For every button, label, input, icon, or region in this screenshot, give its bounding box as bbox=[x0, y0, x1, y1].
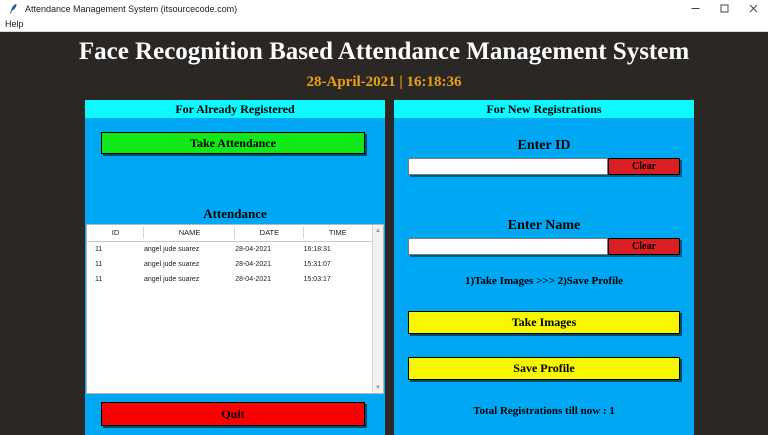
cell-time: 16:18:31 bbox=[303, 246, 331, 253]
cell-name: angel jude suarez bbox=[144, 261, 200, 268]
menu-item-help[interactable]: Help bbox=[5, 19, 24, 29]
maximize-icon[interactable] bbox=[710, 0, 739, 17]
app-body bbox=[0, 32, 768, 435]
enter-name-input[interactable] bbox=[408, 238, 608, 255]
enter-name-label: Enter Name bbox=[507, 218, 581, 233]
scroll-down-arrow-icon[interactable]: ▼ bbox=[375, 384, 381, 391]
window-controls bbox=[681, 0, 768, 17]
cell-date: 28-04-2021 bbox=[235, 276, 271, 283]
cell-name: angel jude suarez bbox=[144, 246, 200, 253]
table-header-date: DATE bbox=[235, 225, 303, 242]
enter-name-row bbox=[408, 238, 680, 255]
table-row[interactable] bbox=[87, 257, 372, 272]
table-header-id: ID bbox=[87, 225, 144, 242]
cell-id: 11 bbox=[95, 246, 103, 253]
attendance-table bbox=[87, 225, 372, 287]
scrollbar-thumb[interactable] bbox=[374, 236, 383, 382]
datetime-label: 28-April-2021 | 16:18:36 bbox=[306, 74, 462, 90]
already-registered-heading: For Already Registered bbox=[85, 100, 385, 118]
clear-id-button[interactable]: Clear bbox=[608, 158, 680, 175]
feather-pen-icon bbox=[5, 2, 21, 15]
new-registrations-panel bbox=[394, 100, 694, 435]
enter-id-input[interactable] bbox=[408, 158, 608, 175]
take-images-button[interactable]: Take Images bbox=[408, 311, 680, 334]
table-header-time: TIME bbox=[304, 225, 372, 242]
cell-date: 28-04-2021 bbox=[235, 246, 271, 253]
table-header-name: NAME bbox=[144, 225, 235, 242]
cell-id: 11 bbox=[95, 276, 103, 283]
clear-name-button[interactable]: Clear bbox=[608, 238, 680, 255]
new-registrations-heading: For New Registrations bbox=[394, 100, 694, 118]
enter-id-label: Enter ID bbox=[517, 138, 571, 153]
table-row[interactable] bbox=[87, 272, 372, 287]
attendance-table-scrollbar[interactable] bbox=[372, 225, 383, 393]
table-row[interactable] bbox=[87, 242, 372, 258]
table-header-row bbox=[87, 225, 372, 242]
already-registered-panel bbox=[85, 100, 385, 435]
cell-date: 28-04-2021 bbox=[235, 261, 271, 268]
attendance-label: Attendance bbox=[203, 206, 267, 221]
cell-id: 11 bbox=[95, 261, 103, 268]
take-attendance-button[interactable]: Take Attendance bbox=[101, 132, 365, 154]
attendance-table-scroll-area bbox=[87, 225, 372, 393]
quit-button[interactable]: Quit bbox=[101, 402, 365, 426]
cell-name: angel jude suarez bbox=[144, 276, 200, 283]
cell-time: 15:03:17 bbox=[303, 276, 331, 283]
save-profile-button[interactable]: Save Profile bbox=[408, 357, 680, 380]
window-title: Attendance Management System (itsourcecode.com) bbox=[25, 3, 238, 14]
total-registrations-label: Total Registrations till now : 1 bbox=[473, 405, 615, 417]
registration-steps-label: 1)Take Images >>> 2)Save Profile bbox=[464, 275, 624, 287]
close-icon[interactable] bbox=[739, 0, 768, 17]
title-bar bbox=[0, 0, 768, 18]
page-title: Face Recognition Based Attendance Management System bbox=[78, 38, 690, 65]
menu-bar bbox=[0, 17, 768, 32]
minimize-icon[interactable] bbox=[681, 0, 710, 17]
cell-time: 15:31:07 bbox=[303, 261, 331, 268]
enter-id-row bbox=[408, 158, 680, 175]
scroll-up-arrow-icon[interactable]: ▲ bbox=[375, 227, 381, 234]
attendance-table-container bbox=[86, 224, 384, 394]
